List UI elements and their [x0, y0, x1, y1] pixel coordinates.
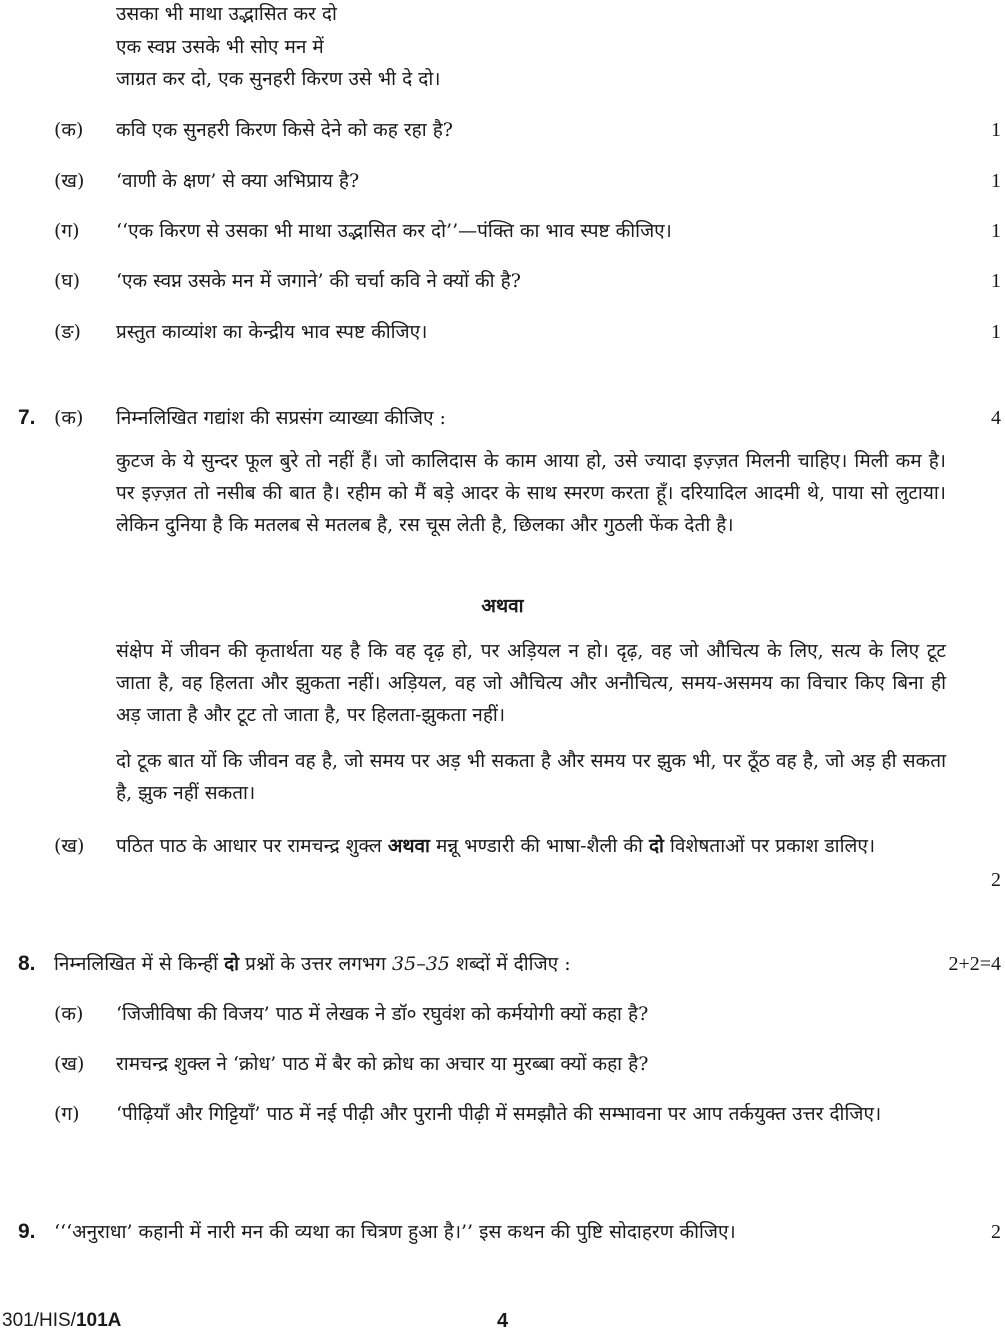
- q7a-label: (क): [54, 407, 84, 429]
- item-text: ‘वाणी के क्षण’ से क्या अभिप्राय है?: [116, 170, 360, 192]
- item-text: ‘पीढ़ियाँ और गिट्टियाँ’ पाठ में नई पीढ़ी और पुरानी पीढ़ी में समझौते की सम्भावना पर आप तर्कयुक्त उत्तर दीजिए।: [116, 1103, 882, 1125]
- paper-code-bold: 101A: [75, 1310, 122, 1331]
- item-label: (ग): [54, 220, 80, 242]
- q8-number: 8.: [18, 952, 36, 975]
- q7b-text-part-3: विशेषताओं पर प्रकाश डालिए।: [670, 835, 876, 857]
- item-label: (ङ): [54, 321, 81, 343]
- q8-marks: 2+2=4: [948, 953, 1001, 975]
- item-text: रामचन्द्र शुक्ल ने ‘क्रोध’ पाठ में बैर को क्रोध का अचार या मुरब्बा क्यों कहा है?: [116, 1053, 649, 1075]
- item-label: (क): [54, 1003, 84, 1025]
- q9-marks: 2: [991, 1221, 1001, 1243]
- item-text: कवि एक सुनहरी किरण किसे देने को कह रहा है?: [116, 119, 453, 141]
- q7-passage-2a: संक्षेप में जीवन की कृतार्थता यह है कि वह दृढ़ हो, पर अड़ियल न हो। दृढ़, वह जो औचित्य के लिए, सत्य के लिए टूट जाता है, वह हिलता और झुकता नहीं। अड़ियल, वह जो औचित्य और अनौचित्य, समय-असमय का विचार किए बिना ही अड़ जाता है और टूट तो जाता है, पर हिलता-झुकता नहीं।: [116, 640, 946, 726]
- q7b-text: [116, 830, 946, 862]
- q7b-marks: 2: [991, 869, 1001, 891]
- q8-intro-italic: 35–35: [392, 953, 450, 975]
- item-text: प्रस्तुत काव्यांश का केन्द्रीय भाव स्पष्ट कीजिए।: [116, 321, 428, 343]
- q7-passage-2b: दो टूक बात यों कि जीवन वह है, जो समय पर अड़ भी सकता है और समय पर झुक भी, पर ठूँठ वह है, जो अड़ ही सकता है, झुक नहीं सकता।: [116, 750, 946, 804]
- item-label: (ख): [54, 170, 85, 192]
- item-label: (ख): [54, 1053, 85, 1075]
- q7b-text-part-2: मन्नू भण्डारी की भाषा-शैली की: [436, 835, 643, 857]
- poem-line-1: उसका भी माथा उद्भासित कर दो: [116, 3, 337, 25]
- q7b-label: (ख): [54, 835, 85, 857]
- item-marks: 1: [991, 321, 1001, 343]
- q9-number: 9.: [18, 1220, 36, 1243]
- q7-passage-1: कुटज के ये सुन्दर फूल बुरे तो नहीं हैं। जो कालिदास के काम आया हो, उसे ज्यादा इज़्ज़त मिलनी चाहिए। मिली कम है। पर इज़्ज़त तो नसीब की बात है। रहीम को मैं बड़े आदर के साथ स्मरण करता हूँ। दरियादिल आदमी थे, पाया सो लुटाया। लेकिन दुनिया है कि मतलब से मतलब है, रस चूस लेती है, छिलका और गुठली फेंक देती है।: [116, 450, 946, 536]
- q8-intro: [54, 952, 571, 976]
- q7b-bold-two: दो: [648, 835, 664, 857]
- item-text: ‘‘एक किरण से उसका भी माथा उद्भासित कर दो’’—पंक्ति का भाव स्पष्ट कीजिए।: [116, 220, 672, 242]
- item-marks: 1: [991, 220, 1001, 242]
- item-text: ‘जिजीविषा की विजय’ पाठ में लेखक ने डॉ० रघुवंश को कर्मयोगी क्यों कहा है?: [116, 1003, 649, 1025]
- item-marks: 1: [991, 170, 1001, 192]
- item-marks: 1: [991, 119, 1001, 141]
- paper-code-prefix: 301/HIS/: [2, 1310, 76, 1331]
- item-marks: 1: [991, 270, 1001, 292]
- item-label: (ग): [54, 1103, 80, 1125]
- q7-number: 7.: [18, 406, 36, 429]
- q7b-bold-or: अथवा: [387, 835, 430, 857]
- item-text: ‘एक स्वप्न उसके मन में जगाने’ की चर्चा कवि ने क्यों की है?: [116, 270, 521, 292]
- q7a-marks: 4: [991, 407, 1001, 429]
- q8-intro-bold: दो: [224, 953, 240, 975]
- item-label: (क): [54, 119, 84, 141]
- q9-text: ‘‘‘अनुराधा’ कहानी में नारी मन की व्यथा का चित्रण हुआ है।’’ इस कथन की पुष्टि सोदाहरण कीजिए।: [54, 1221, 736, 1243]
- q7a-text: निम्नलिखित गद्यांश की सप्रसंग व्याख्या कीजिए :: [116, 407, 446, 429]
- or-heading: अथवा: [481, 595, 524, 617]
- q8-intro-part-2: प्रश्नों के उत्तर लगभग: [245, 953, 386, 975]
- q8-intro-part-1: निम्नलिखित में से किन्हीं: [54, 953, 219, 975]
- q8-intro-part-3: शब्दों में दीजिए :: [455, 953, 571, 975]
- page-number: 4: [496, 1310, 509, 1332]
- poem-line-3: जाग्रत कर दो, एक सुनहरी किरण उसे भी दे दो।: [116, 68, 441, 90]
- q7b-text-part-1: पठित पाठ के आधार पर रामचन्द्र शुक्ल: [116, 835, 382, 857]
- poem-line-2: एक स्वप्न उसके भी सोए मन में: [116, 36, 324, 58]
- item-label: (घ): [54, 270, 81, 292]
